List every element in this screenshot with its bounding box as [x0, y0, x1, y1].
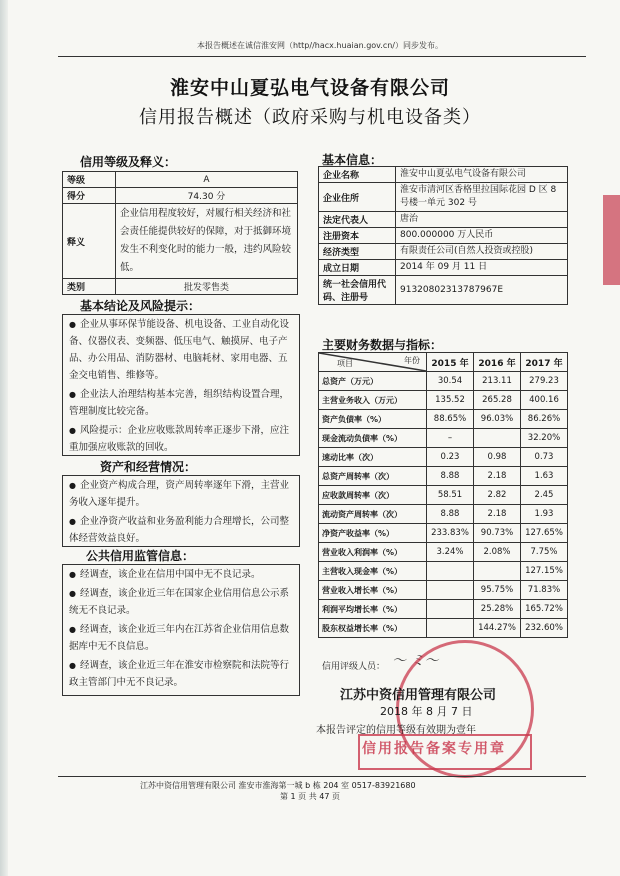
page-number: 第 1 页 共 47 页 — [280, 792, 340, 801]
table-row — [319, 448, 568, 467]
metric-name: 净资产收益率（%） — [319, 524, 427, 543]
validity-note: 本报告评定的信用等级有效期为壹年 — [316, 725, 476, 736]
table-row — [319, 244, 568, 260]
basic-key: 经济类型 — [319, 244, 396, 260]
list-item — [63, 512, 299, 548]
assets-text: 企业资产构成合理，资产周转率逐年下滑，主营业务收入逐年提升。 — [69, 480, 289, 508]
table-row — [319, 372, 568, 391]
table-row — [63, 172, 298, 188]
metric-value: 8.88 — [427, 505, 474, 524]
table-row — [319, 524, 568, 543]
bullet-icon: ● — [69, 517, 76, 526]
footer-text: 江苏中资信用管理有限公司 淮安市淮海第一城 b 栋 204 室 0517-83921680 — [140, 781, 416, 790]
metric-value — [474, 562, 521, 581]
issue-date: 2018 年 8 月 7 日 — [380, 705, 473, 718]
basic-key: 统一社会信用代码、注册号 — [319, 276, 396, 305]
metric-value: 144.27% — [474, 619, 521, 638]
table-row — [319, 410, 568, 429]
table-row — [63, 188, 298, 204]
binding-edge — [0, 0, 8, 876]
list-item — [63, 315, 299, 385]
header-year-label: 年份 — [404, 356, 420, 365]
metric-value — [427, 562, 474, 581]
report-title: 信用报告概述（政府采购与机电设备类） — [139, 107, 481, 128]
rater-label: 信用评级人员： — [322, 662, 386, 672]
public-text: 经调查，该企业近三年内在江苏省企业信用信息数据库中无不良信息。 — [69, 624, 289, 652]
assets-box — [62, 475, 300, 547]
financial-table — [318, 352, 568, 638]
basic-section-title: 基本信息： — [322, 153, 383, 167]
basic-value: 唐治 — [396, 212, 568, 228]
credit-key: 类别 — [63, 279, 116, 295]
header-rule — [58, 56, 586, 57]
bullet-icon: ● — [69, 661, 76, 670]
metric-name: 现金流动负债率（%） — [319, 429, 427, 448]
credit-key: 等级 — [63, 172, 116, 188]
metric-value: – — [427, 429, 474, 448]
basic-value: 91320802313787967E — [396, 276, 568, 305]
metric-name: 速动比率（次） — [319, 448, 427, 467]
metric-value: 71.83% — [521, 581, 568, 600]
credit-grade: A — [116, 172, 298, 188]
company-title: 淮安中山夏弘电气设备有限公司 — [169, 77, 450, 99]
metric-value — [427, 600, 474, 619]
credit-description: 企业信用程度较好，对履行相关经济和社会责任能提供较好的保障，对于抵御环境发生不利变化时的能力一般，违约风险较低。 — [116, 204, 298, 279]
metric-value: 265.28 — [474, 391, 521, 410]
credit-table — [62, 171, 298, 295]
assets-text: 企业净资产收益和业务盈利能力合理增长，公司整体经营效益良好。 — [69, 516, 289, 544]
basic-key: 成立日期 — [319, 260, 396, 276]
table-row — [319, 276, 568, 305]
metric-name: 股东权益增长率（%） — [319, 619, 427, 638]
basic-value: 有限责任公司(自然人投资或控股) — [396, 244, 568, 260]
metric-value — [427, 581, 474, 600]
metric-value: 400.16 — [521, 391, 568, 410]
metric-value: 232.60% — [521, 619, 568, 638]
bullet-icon: ● — [69, 570, 76, 579]
public-text: 经调查，该企业近三年在国家企业信用信息公示系统无不良记录。 — [69, 588, 289, 616]
table-row — [319, 486, 568, 505]
metric-value: 233.83% — [427, 524, 474, 543]
basic-key: 注册资本 — [319, 228, 396, 244]
credit-category: 批发零售类 — [116, 279, 298, 295]
credit-section-title: 信用等级及释义： — [80, 155, 177, 169]
header-item-label: 项目 — [337, 359, 353, 368]
metric-name: 利润平均增长率（%） — [319, 600, 427, 619]
metric-name: 营业收入增长率（%） — [319, 581, 427, 600]
table-row — [319, 183, 568, 212]
metric-value: 0.98 — [474, 448, 521, 467]
metric-value: 25.28% — [474, 600, 521, 619]
metric-value: 2.82 — [474, 486, 521, 505]
metric-name: 主营业务收入（万元） — [319, 391, 427, 410]
table-row — [319, 212, 568, 228]
metric-value — [427, 619, 474, 638]
year-header: 2015 年 — [427, 353, 474, 372]
public-box — [62, 564, 300, 696]
list-item — [63, 584, 299, 620]
table-row — [319, 467, 568, 486]
metric-value: 2.18 — [474, 467, 521, 486]
metric-value: 32.20% — [521, 429, 568, 448]
conclusion-section-title: 基本结论及风险提示： — [80, 299, 201, 313]
bullet-icon: ● — [69, 320, 76, 329]
metric-name: 总资产（万元） — [319, 372, 427, 391]
financial-body — [319, 372, 568, 638]
metric-value — [474, 429, 521, 448]
table-row — [319, 543, 568, 562]
metric-value: 30.54 — [427, 372, 474, 391]
metric-value: 3.24% — [427, 543, 474, 562]
conclusion-box — [62, 314, 300, 456]
credit-key: 得分 — [63, 188, 116, 204]
public-text: 经调查，该企业近三年在淮安市检察院和法院等行政主管部门中无不良记录。 — [69, 660, 289, 688]
metric-name: 营业收入利润率（%） — [319, 543, 427, 562]
table-row — [63, 204, 298, 279]
metric-value: 88.65% — [427, 410, 474, 429]
basic-key: 企业名称 — [319, 167, 396, 183]
metric-value: 135.52 — [427, 391, 474, 410]
metric-value: 2.18 — [474, 505, 521, 524]
metric-name: 资产负债率（%） — [319, 410, 427, 429]
year-header: 2017 年 — [521, 353, 568, 372]
assets-section-title: 资产和经营情况： — [100, 460, 197, 474]
list-item — [63, 565, 299, 584]
bullet-icon: ● — [69, 426, 76, 435]
metric-value: 165.72% — [521, 600, 568, 619]
metric-value: 1.63 — [521, 467, 568, 486]
metric-name: 主营收入现金率（%） — [319, 562, 427, 581]
metric-value: 58.51 — [427, 486, 474, 505]
metric-value: 86.26% — [521, 410, 568, 429]
basic-value: 淮安中山夏弘电气设备有限公司 — [396, 167, 568, 183]
table-row — [319, 562, 568, 581]
conclusion-text: 企业从事环保节能设备、机电设备、工业自动化设备、仪器仪表、变频器、低压电气、触摸屏、电子产品、办公用品、消防器材、电脑耗材、家用电器、五金交电销售、维修等。 — [69, 319, 289, 381]
metric-value: 2.08% — [474, 543, 521, 562]
rater-signature: 〜 ミ〜 — [392, 653, 439, 669]
table-row — [319, 260, 568, 276]
list-item — [63, 620, 299, 656]
bullet-icon: ● — [69, 625, 76, 634]
list-item — [63, 476, 299, 512]
filing-stamp-text: 信用报告备案专用章 — [362, 741, 506, 757]
list-item — [63, 385, 299, 421]
metric-name: 应收款周转率（次） — [319, 486, 427, 505]
credit-key: 释义 — [63, 204, 116, 279]
edge-stamp-fragment — [603, 195, 620, 285]
metric-value: 213.11 — [474, 372, 521, 391]
header-diagonal-cell — [319, 353, 427, 372]
list-item — [63, 421, 299, 457]
basic-value: 2014 年 09 月 11 日 — [396, 260, 568, 276]
table-row — [319, 619, 568, 638]
metric-value: 0.23 — [427, 448, 474, 467]
metric-value: 90.73% — [474, 524, 521, 543]
table-row — [319, 167, 568, 183]
basic-value: 淮安市清河区香格里拉国际花园 D 区 8 号楼一单元 302 号 — [396, 183, 568, 212]
metric-value: 7.75% — [521, 543, 568, 562]
table-row — [319, 391, 568, 410]
metric-value: 8.88 — [427, 467, 474, 486]
metric-value: 2.45 — [521, 486, 568, 505]
metric-name: 总资产周转率（次） — [319, 467, 427, 486]
metric-value: 127.15% — [521, 562, 568, 581]
financial-section-title: 主要财务数据与指标： — [322, 338, 443, 352]
public-section-title: 公共信用监管信息： — [86, 549, 195, 563]
basic-info-table — [318, 166, 568, 305]
table-row — [319, 581, 568, 600]
list-item — [63, 656, 299, 692]
issuing-org: 江苏中资信用管理有限公司 — [340, 688, 497, 703]
metric-value: 96.03% — [474, 410, 521, 429]
table-row — [319, 429, 568, 448]
bullet-icon: ● — [69, 481, 76, 490]
year-header: 2016 年 — [474, 353, 521, 372]
footer-rule — [58, 776, 586, 777]
header-note: 本报告概述在诚信淮安网（http//hacx.huaian.gov.cn/）同步发布。 — [196, 41, 444, 50]
public-text: 经调查，该企业在信用中国中无不良记录。 — [79, 569, 261, 580]
metric-value: 0.73 — [521, 448, 568, 467]
table-row — [319, 600, 568, 619]
table-row — [319, 228, 568, 244]
basic-key: 法定代表人 — [319, 212, 396, 228]
table-row — [63, 279, 298, 295]
basic-value: 800.000000 万人民币 — [396, 228, 568, 244]
metric-value: 279.23 — [521, 372, 568, 391]
metric-name: 流动资产周转率（次） — [319, 505, 427, 524]
metric-value: 127.65% — [521, 524, 568, 543]
bullet-icon: ● — [69, 589, 76, 598]
credit-score: 74.30 分 — [116, 188, 298, 204]
table-header-row — [319, 353, 568, 372]
conclusion-text: 风险提示：企业应收账款周转率正逐步下滑，应注重加强应收账款的回收。 — [69, 425, 289, 453]
bullet-icon: ● — [69, 390, 76, 399]
basic-key: 企业住所 — [319, 183, 396, 212]
table-row — [319, 505, 568, 524]
metric-value: 95.75% — [474, 581, 521, 600]
metric-value: 1.93 — [521, 505, 568, 524]
conclusion-text: 企业法人治理结构基本完善，组织结构设置合理，管理制度比较完备。 — [69, 389, 289, 417]
